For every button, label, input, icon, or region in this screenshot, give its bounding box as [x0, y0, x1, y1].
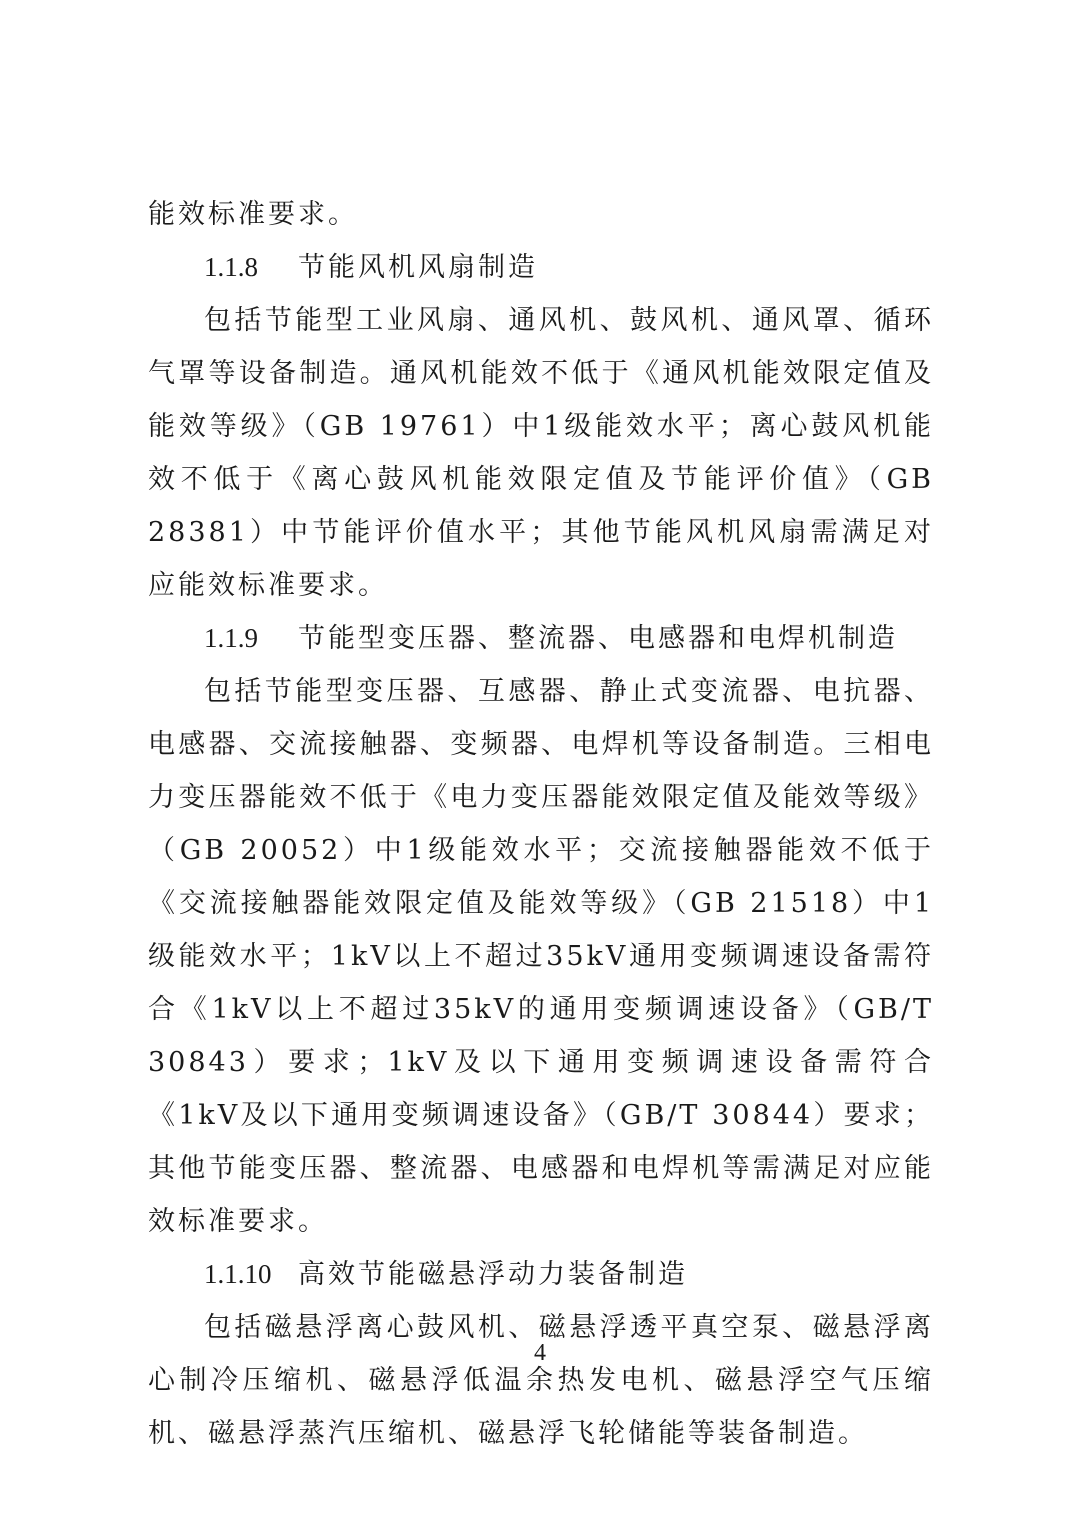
continuation-paragraph: 能效标准要求。: [148, 199, 358, 230]
section-number: 1.1.9: [204, 623, 258, 653]
section-heading-1-1-10: [148, 1248, 934, 1301]
section-number: 1.1.10: [204, 1259, 272, 1289]
section-title: 节能风机风扇制造: [298, 252, 538, 283]
page-number: 4: [534, 1340, 546, 1366]
section-body-1-1-10: 包括磁悬浮离心鼓风机、磁悬浮透平真空泵、磁悬浮离心制冷压缩机、磁悬浮低温余热发电机、磁悬浮空气压缩机、磁悬浮蒸汽压缩机、磁悬浮飞轮储能等装备制造。: [148, 1312, 934, 1449]
section-heading-1-1-8: [148, 241, 934, 294]
section-title: 节能型变压器、整流器、电感器和电焊机制造: [298, 623, 898, 654]
section-body-1-1-8: 包括节能型工业风扇、通风机、鼓风机、通风罩、循环气罩等设备制造。通风机能效不低于《通风机能效限定值及能效等级》（GB 19761）中1级能效水平；离心鼓风机能效不低于《离心鼓风机能效限定值及节能评价值》（GB 28381）中节能评价值水平；其他节能风机风扇需满足对应能效标准要求。: [148, 305, 934, 601]
section-heading-1-1-9: [148, 612, 934, 665]
section-number: 1.1.8: [204, 252, 258, 282]
document-body: [148, 188, 934, 1460]
section-body-1-1-9: 包括节能型变压器、互感器、静止式变流器、电抗器、电感器、交流接触器、变频器、电焊机等设备制造。三相电力变压器能效不低于《电力变压器能效限定值及能效等级》（GB 20052）中1级能效水平；交流接触器能效不低于《交流接触器能效限定值及能效等级》（GB 21518）中1级能效水平；1kV以上不超过35kV通用变频调速设备需符合《1kV以上不超过35kV的通用变频调速设备》（GB/T 30843）要求；1kV及以下通用变频调速设备需符合《1kV及以下通用变频调速设备》（GB/T 30844）要求；其他节能变压器、整流器、电感器和电焊机等需满足对应能效标准要求。: [148, 676, 934, 1237]
section-title: 高效节能磁悬浮动力装备制造: [298, 1259, 688, 1290]
